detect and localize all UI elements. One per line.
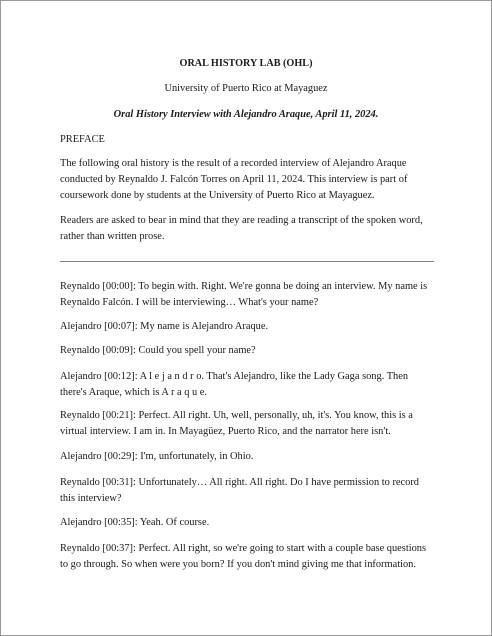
interview-title: Oral History Interview with Alejandro Araque, April 11, 2024. <box>113 109 379 120</box>
transcript-entry: Alejandro [00:29]: I'm, unfortunately, in Ohio. <box>60 451 254 462</box>
preface-paragraph: The following oral history is the result of a recorded interview of Alejandro Araque conducted by Reynaldo J. Falcón Torres on April 11, 2024. This interview is part of coursework done by students at the University of Puerto Rico at Mayaguez. <box>60 158 408 201</box>
transcript-entry: Alejandro [00:12]: A l e j a n d r o. That's Alejandro, like the Lady Gaga song. Then there's Araque, which is A r a q u e. <box>60 371 409 398</box>
section-divider <box>60 261 434 262</box>
preface-paragraph: Readers are asked to bear in mind that they are reading a transcript of the spoken word, rather than written prose. <box>60 215 423 242</box>
transcript-entry: Reynaldo [00:00]: To begin with. Right. We're gonna be doing an interview. My name is Reynaldo Falcón. I will be interviewing… What's your name? <box>60 281 428 308</box>
university-name: University of Puerto Rico at Mayaguez <box>164 83 328 94</box>
preface-heading: PREFACE <box>60 134 105 145</box>
document-title: ORAL HISTORY LAB (OHL) <box>179 58 313 69</box>
transcript-entry: Alejandro [00:07]: My name is Alejandro Araque. <box>60 321 269 332</box>
transcript-entry: Reynaldo [00:37]: Perfect. All right, so we're going to start with a couple base questions to go through. So when were you born? If you don't mind giving me that information. <box>60 543 427 570</box>
transcript-entry: Alejandro [00:35]: Yeah. Of course. <box>60 517 210 528</box>
transcript-entry: Reynaldo [00:09]: Could you spell your name? <box>60 345 256 356</box>
transcript-entry: Reynaldo [00:21]: Perfect. All right. Uh, well, personally, uh, it's. You know, this is a virtual interview. I am in. In Mayagüez, Puerto Rico, and the narrator here isn't. <box>60 410 413 437</box>
transcript-entry: Reynaldo [00:31]: Unfortunately… All right. All right. Do I have permission to record this interview? <box>60 477 419 504</box>
